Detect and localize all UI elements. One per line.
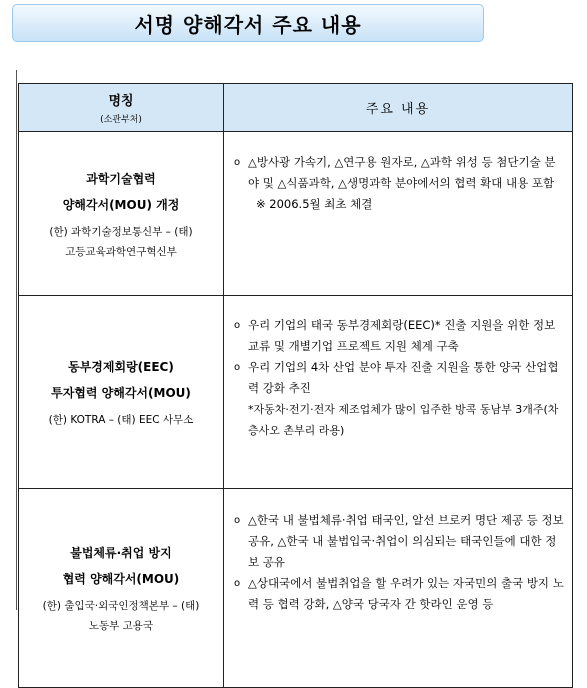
margin-line	[16, 70, 17, 610]
header-content: 주요 내용	[365, 102, 431, 117]
agreement-parties	[19, 596, 223, 636]
agreement-title-line2: 양해각서(MOU) 개정	[62, 197, 180, 212]
bullet-marker: o	[234, 362, 241, 373]
content-text: △방사광 가속기, △연구용 원자로, △과학 위성 등 첨단기술 분야 및 △식품과학, △생명과학 분야에서의 협력 확대 내용 포함	[248, 155, 556, 190]
content-cell	[224, 489, 573, 688]
bullet-marker: o	[234, 157, 241, 168]
content-text: △상대국에서 불법취업을 할 우려가 있는 자국민의 출국 방지 노력 등 협력 강화, △양국 당국자 간 핫라인 운영 등	[248, 576, 564, 611]
content-footnote: *자동차·전기·전자 제조업체가 많이 입주한 방콕 동남부 3개주(차층사오 촌부리 라용)	[248, 403, 559, 437]
header-content-cell	[224, 84, 573, 132]
content-text: 우리 기업의 4차 산업 분야 투자 진출 지원을 통한 양국 산업협력 강화 추진	[248, 360, 559, 395]
header-name-cell	[19, 84, 224, 132]
agreement-title	[19, 354, 223, 406]
agreement-title-line1: 불법체류·취업 방지	[70, 546, 172, 560]
agreement-name-cell	[19, 296, 224, 489]
agreement-parties-line2: 고등교육과학연구혁신부	[65, 245, 177, 258]
content-item	[234, 510, 564, 573]
agreement-parties	[19, 222, 223, 262]
agreement-parties	[19, 410, 223, 430]
agreement-parties-line1: (한) 출입국·외국인정책본부 – (태)	[42, 600, 200, 612]
agreement-parties-line1: (한) KOTRA – (태) EEC 사무소	[48, 414, 194, 426]
bullet-marker: o	[234, 578, 241, 589]
content-cell	[224, 296, 573, 489]
table-row	[19, 489, 573, 688]
bullet-marker: o	[234, 320, 241, 331]
agreement-title-line1: 과학기술협력	[86, 171, 156, 186]
bullet-marker: o	[234, 515, 241, 526]
title-banner	[12, 4, 484, 42]
table-row	[19, 296, 573, 489]
agreement-title	[19, 540, 223, 592]
agreement-name-cell	[19, 489, 224, 688]
table-row	[19, 132, 573, 296]
content-item	[234, 315, 564, 357]
page-title: 서명 양해각서 주요 내용	[134, 12, 362, 37]
content-text: △한국 내 불법체류·취업 태국인, 알선 브로커 명단 제공 등 정보 공유, △한국 내 불법입국·취업이 의심되는 태국인들에 대한 정보 공유	[248, 513, 564, 569]
agreement-title-line1: 동부경제회랑(EEC)	[68, 360, 174, 374]
agreement-name-cell	[19, 132, 224, 296]
table-header-row	[19, 84, 573, 132]
agreement-title-line2: 투자협력 양해각서(MOU)	[51, 386, 191, 400]
agreement-parties-line2: 노동부 고용국	[88, 620, 154, 632]
content-item	[234, 357, 564, 399]
content-item	[234, 573, 564, 615]
content-note: ※ 2006.5월 최초 체결	[256, 197, 373, 211]
agreement-parties-line1: (한) 과학기술정보통신부 – (태)	[49, 225, 193, 238]
header-name-sub: (소관부처)	[100, 115, 142, 125]
content-text: 우리 기업의 태국 동부경제회랑(EEC)* 진출 지원을 위한 정보 교류 및 개별기업 프로젝트 지원 체계 구축	[248, 318, 556, 353]
content-cell	[224, 132, 573, 296]
mou-table	[18, 83, 573, 688]
content-item	[234, 152, 564, 194]
agreement-title-line2: 협력 양해각서(MOU)	[62, 572, 180, 586]
header-name: 명칭	[108, 94, 134, 109]
agreement-title	[19, 166, 223, 218]
